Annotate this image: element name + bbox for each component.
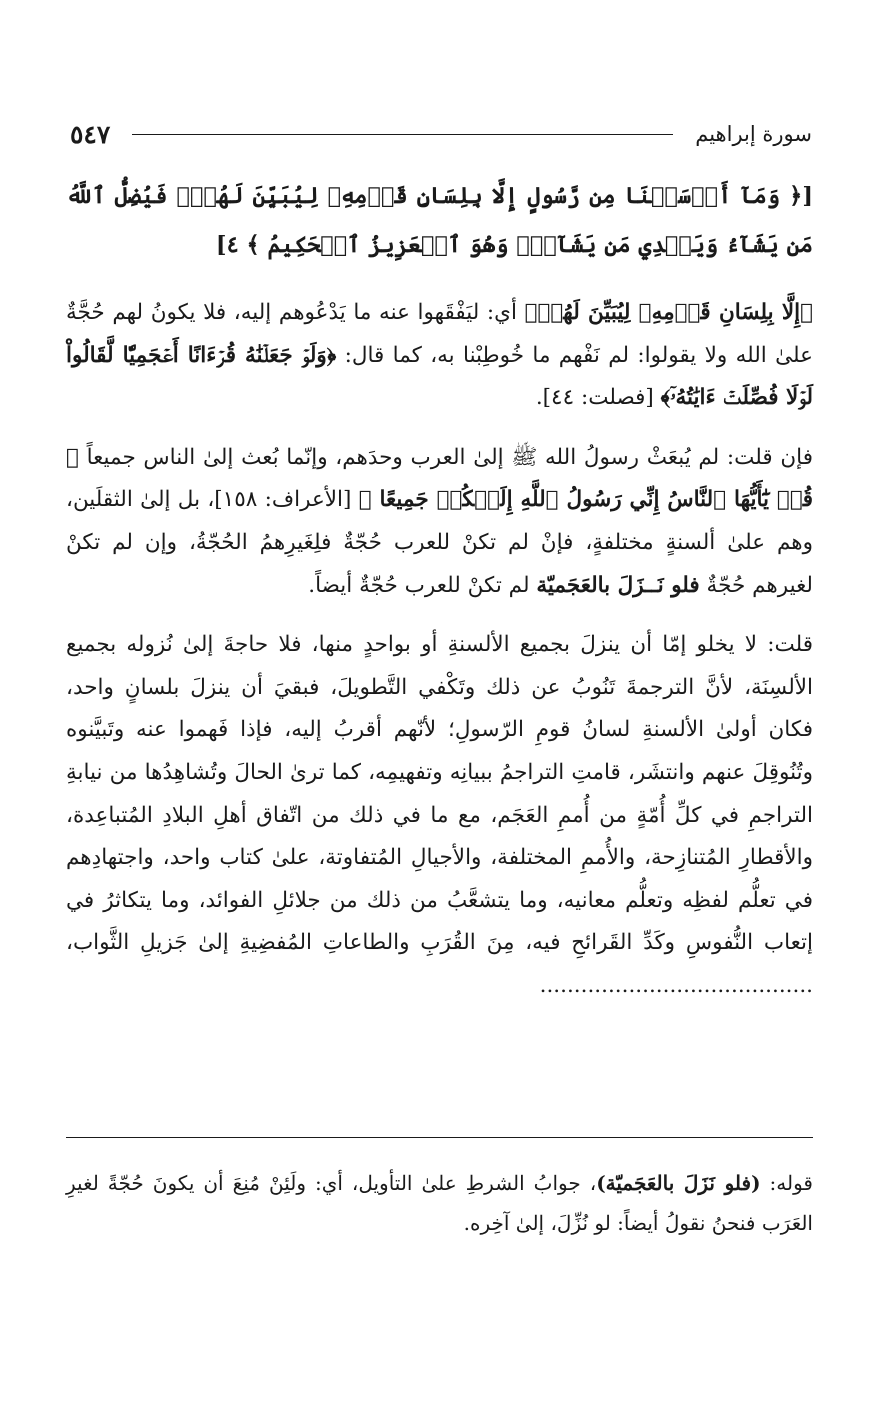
commented-phrase: فلو نَــزَلَ بالعَجَميّة — [536, 572, 700, 598]
page-number: ٥٤٧ — [70, 119, 111, 149]
quran-verse-block: [﴿ وَمَآ أَرۡسَلۡنَا مِن رَّسُولٍ إِلَّا بِلِسَانِ قَوۡمِهِۦ لِيُبَيِّنَ لَهُمۡۖ فَيُضِلُّ ٱللَّهُ مَن يَشَآءُ وَيَهۡدِي مَن يَشَآءُۚ وَهُوَ ٱلۡعَزِيزُ ٱلۡحَكِيمُ ﴾ ٤] — [66, 183, 813, 258]
quran-quote: ﴿وَلَوۡ جَعَلۡنَٰهُ قُرۡءَانًا أَعۡجَمِيّٗا لَّقَالُواْ لَوۡلَا فُصِّلَتۡ ءَايَٰتُهُۥٓ﴾ — [66, 342, 813, 411]
running-title: سورة إبراهيم — [695, 122, 812, 146]
footnote-rule — [66, 1137, 813, 1138]
main-text — [66, 172, 813, 1008]
paragraph-text: فإن قلت: لم يُبعَثْ رسولُ الله ﷺ إلىٰ العرب وحدَهم، وإنّما بُعث إلىٰ الناس جميعاً — [78, 444, 813, 470]
quran-quote: ﴿إِلَّا بِلِسَانِ قَوۡمِهِۦ لِيُبَيِّنَ لَهُمۡ﴾ — [524, 300, 814, 325]
quran-quote: ﴿ قُلۡ يَٰٓأَيُّهَا ٱلنَّاسُ إِنِّي رَسُولُ ٱللَّهِ إِلَيۡكُمۡ جَمِيعًا ﴾ — [66, 444, 813, 513]
paragraph-text: لم تكنْ للعرب حُجّةٌ أيضاً. — [308, 572, 537, 598]
footnote — [66, 1163, 813, 1243]
footnote-text: ، جوابُ الشرطِ علىٰ التأويل، أي: ولَئِنْ مُنِعَ أن يكونَ حُجّةً لغيرِ العَرَب فنحنُ نقولُ أيضاً: لو نُزِّلَ، إلىٰ آخِره. — [66, 1171, 813, 1235]
paragraph-1 — [66, 292, 813, 420]
paragraph-2 — [66, 437, 813, 607]
footnote-lemma: (فلو نَزَلَ بالعَجَميّة) — [596, 1171, 761, 1195]
paragraph-text: [الأعراف: ١٥٨]، بل إلىٰ الثقلَين، وهم علىٰ ألسنةٍ مختلفةٍ، فإنْ لم تكنْ للعرب حُجّةٌ فلِغَيرِهمُ الحُجّةُ، وإن لم تكنْ لغيرهم حُجّةٌ — [66, 487, 813, 598]
paragraph-3: قلت: لا يخلو إمّا أن ينزلَ بجميع الألسنةِ أو بواحدٍ منها، فلا حاجةَ إلىٰ نُزوله بجميع الألسِنَة، لأنَّ الترجمةَ تَنُوبُ عن ذلك وتَكْفي التَّطويلَ، فبقيَ أن ينزلَ بلسانٍ واحد، فكان أولىٰ الألسنةِ لسانُ قومِ الرّسولِ؛ لأنّهم أقربُ إليه، فإذا فَهموا عنه وتَبيَّنوه وتُنُوقِلَ عنهم وانتشَر، قامتِ التراجمُ ببيانِه وتفهيمِه، كما ترىٰ الحالَ وتُشاهِدُها من نيابةِ التراجمِ في كلِّ أُمّةٍ من أُممِ العَجَم، مع ما في ذلك من اتّفاق أهلِ البلادِ المُتباعِدة، والأقطارِ المُتنازِحة، والأُممِ المختلفة، والأجيالِ المُتفاوتة، علىٰ كتاب واحد، واجتهادِهم في تعلُّم لفظِه وتعلُّم معانيه، وما يتشعَّبُ من ذلك من جلائلِ الفوائد، وما يتكاثرُ في إتعاب النُّفوسِ وكَدِّ القَرائحِ فيه، مِنَ القُرَبِ والطاعاتِ المُفضِيةِ إلىٰ جَزيلِ الثَّواب، ........................................ — [66, 632, 813, 998]
paragraph-text: أي: ليَفْقَهوا عنه ما يَدْعُوهم إليه، فلا يكونُ لهم حُجَّةٌ علىٰ الله ولا يقولوا: لم نَفْهم ما خُوطِبْنا به، كما قال: — [66, 300, 813, 368]
footnote-text: قوله: — [760, 1171, 813, 1195]
verse-reference: [فصلت: ٤٤]. — [535, 385, 661, 411]
header-rule — [132, 134, 673, 135]
page-header — [70, 112, 812, 156]
